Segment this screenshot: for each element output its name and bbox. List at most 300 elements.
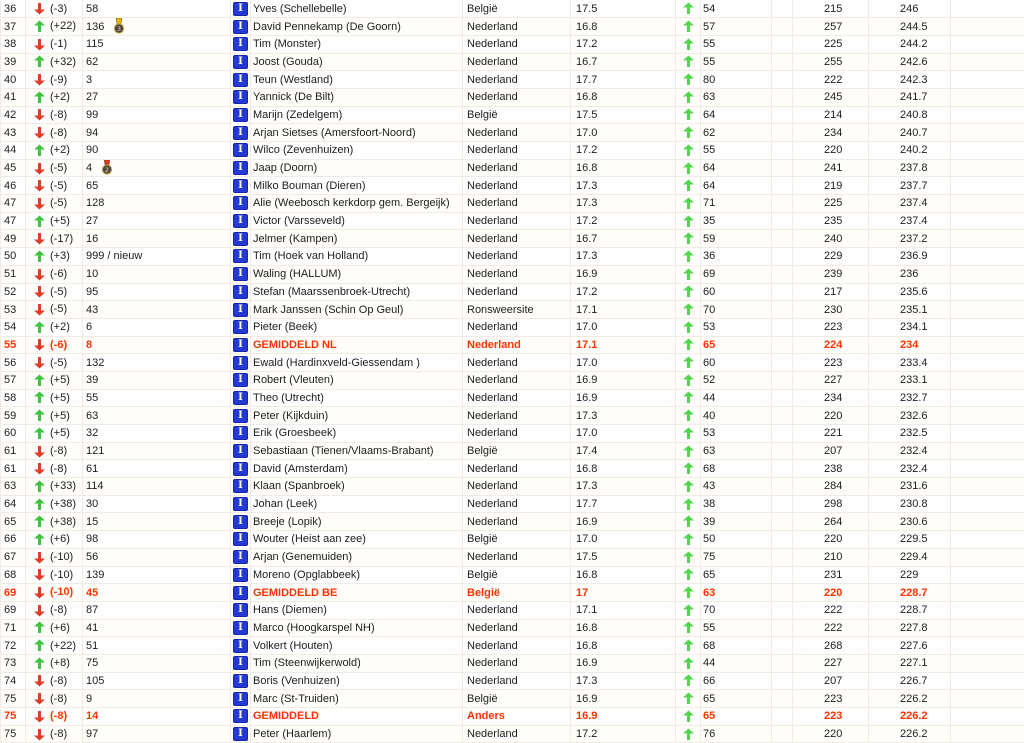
score1-value: 75 (703, 551, 716, 564)
profile-icon[interactable]: I (233, 20, 248, 34)
name-cell (251, 71, 463, 89)
number-value: 75 (86, 657, 99, 670)
gold-medal-icon (113, 18, 125, 34)
rank-cell (1, 195, 26, 213)
trend-cell (676, 478, 701, 496)
profile-icon[interactable]: I (233, 320, 248, 334)
country-cell (463, 18, 571, 36)
gap-cell (772, 35, 793, 53)
number-value: 62 (86, 55, 99, 68)
profile-icon[interactable]: I (233, 126, 248, 140)
profile-icon[interactable]: I (233, 639, 248, 653)
down-arrow-icon (33, 303, 46, 316)
country-cell (463, 159, 571, 177)
gap-cell (772, 601, 793, 619)
profile-icon[interactable]: I (233, 674, 248, 688)
score3-cell (869, 0, 951, 18)
country-cell (463, 548, 571, 566)
rating-value: 16.8 (576, 91, 598, 104)
profile-icon[interactable]: I (233, 179, 248, 193)
rank-value: 75 (4, 728, 17, 741)
trend-up-arrow-icon (682, 568, 695, 581)
profile-icon[interactable]: I (233, 550, 248, 564)
name-cell (251, 690, 463, 708)
trend-cell (676, 88, 701, 106)
number-cell (83, 478, 231, 496)
change-value: (+2) (50, 91, 70, 104)
down-arrow-icon (33, 73, 46, 86)
number-value: 139 (86, 568, 105, 581)
trend-up-arrow-icon (682, 374, 695, 387)
score2-value: 214 (824, 108, 843, 121)
filler-cell (951, 318, 1024, 336)
profile-icon[interactable]: I (233, 586, 248, 600)
up-arrow-icon (33, 657, 46, 670)
profile-icon[interactable]: I (233, 55, 248, 69)
rating-cell (571, 531, 676, 549)
rank-value: 65 (4, 515, 17, 528)
profile-icon[interactable]: I (233, 727, 248, 741)
rank-cell (1, 495, 26, 513)
change-value: (-8) (50, 692, 68, 705)
profile-icon[interactable]: I (233, 338, 248, 352)
change-value: (-3) (50, 2, 68, 15)
profile-icon[interactable]: I (233, 391, 248, 405)
profile-icon[interactable]: I (233, 515, 248, 529)
player-name: Peter (Haarlem) (253, 728, 332, 741)
score2-cell (793, 513, 869, 531)
rank-value: 75 (4, 710, 17, 723)
trend-up-arrow-icon (682, 232, 695, 245)
profile-icon[interactable]: I (233, 426, 248, 440)
score2-value: 225 (824, 197, 843, 210)
trend-up-arrow-icon (682, 285, 695, 298)
change-cell (26, 124, 83, 142)
rating-value: 17.2 (576, 144, 598, 157)
score3-cell (869, 88, 951, 106)
name-cell (251, 318, 463, 336)
score2-value: 222 (824, 73, 843, 86)
name-cell (251, 407, 463, 425)
up-arrow-icon (33, 498, 46, 511)
number-value: 136 (86, 20, 105, 33)
up-arrow-icon (33, 91, 46, 104)
profile-cell (231, 601, 251, 619)
trend-up-arrow-icon (682, 20, 695, 33)
gap-cell (772, 177, 793, 195)
profile-icon[interactable]: I (233, 232, 248, 246)
number-cell (83, 336, 231, 354)
score2-value: 255 (824, 55, 843, 68)
trend-cell (676, 566, 701, 584)
score2-cell (793, 548, 869, 566)
country-value: België (467, 108, 498, 121)
number-cell (83, 195, 231, 213)
score1-cell (701, 460, 772, 478)
player-name: Mark Janssen (Schin Op Geul) (253, 303, 404, 316)
profile-icon[interactable]: I (233, 267, 248, 281)
profile-icon[interactable]: I (233, 196, 248, 210)
down-arrow-icon (33, 462, 46, 475)
rating-cell (571, 619, 676, 637)
player-name: David (Amsterdam) (253, 462, 348, 475)
gap-cell (772, 159, 793, 177)
player-name: Alie (Weebosch kerkdorp gem. Bergeijk) (253, 197, 450, 210)
rank-value: 36 (4, 2, 17, 15)
rating-cell (571, 708, 676, 726)
rank-cell (1, 230, 26, 248)
rank-cell (1, 407, 26, 425)
profile-icon[interactable]: I (233, 356, 248, 370)
score1-cell (701, 230, 772, 248)
profile-icon[interactable]: I (233, 532, 248, 546)
score1-cell (701, 265, 772, 283)
rating-cell (571, 35, 676, 53)
rank-cell (1, 106, 26, 124)
score2-value: 227 (824, 374, 843, 387)
number-cell (83, 142, 231, 160)
number-cell (83, 0, 231, 18)
rank-cell (1, 531, 26, 549)
rating-cell (571, 672, 676, 690)
number-value: 105 (86, 674, 105, 687)
score1-value: 53 (703, 321, 716, 334)
score3-value: 237.8 (900, 162, 928, 175)
profile-icon[interactable]: I (233, 373, 248, 387)
gap-cell (772, 71, 793, 89)
profile-icon[interactable]: I (233, 656, 248, 670)
down-arrow-icon (33, 674, 46, 687)
gap-cell (772, 230, 793, 248)
country-value: Nederland (467, 551, 518, 564)
filler-cell (951, 354, 1024, 372)
profile-icon[interactable]: I (233, 37, 248, 51)
change-cell (26, 654, 83, 672)
profile-icon[interactable]: I (233, 462, 248, 476)
rank-value: 37 (4, 20, 17, 33)
rating-cell (571, 159, 676, 177)
rank-cell (1, 566, 26, 584)
rating-cell (571, 371, 676, 389)
score1-value: 80 (703, 73, 716, 86)
number-cell (83, 654, 231, 672)
rating-value: 17.3 (576, 674, 598, 687)
score2-cell (793, 53, 869, 71)
country-value: Nederland (467, 356, 518, 369)
rank-value: 69 (4, 604, 17, 617)
rank-value: 74 (4, 674, 17, 687)
filler-cell (951, 18, 1024, 36)
score1-cell (701, 584, 772, 602)
rating-cell (571, 212, 676, 230)
profile-icon[interactable]: I (233, 143, 248, 157)
score2-cell (793, 690, 869, 708)
trend-cell (676, 513, 701, 531)
country-cell (463, 248, 571, 266)
profile-icon[interactable]: I (233, 2, 248, 16)
score2-cell (793, 637, 869, 655)
profile-icon[interactable]: I (233, 303, 248, 317)
change-value: (+2) (50, 144, 70, 157)
profile-cell (231, 88, 251, 106)
table-row (1, 248, 1024, 266)
table-row (1, 548, 1024, 566)
rating-value: 17 (576, 586, 589, 599)
rating-cell (571, 71, 676, 89)
score2-cell (793, 725, 869, 743)
name-cell (251, 88, 463, 106)
up-arrow-icon (33, 480, 46, 493)
name-cell (251, 124, 463, 142)
country-cell (463, 106, 571, 124)
gap-cell (772, 672, 793, 690)
rank-cell (1, 425, 26, 443)
rating-cell (571, 566, 676, 584)
country-value: Ronsweersite (467, 303, 534, 316)
change-cell (26, 230, 83, 248)
profile-icon[interactable]: I (233, 709, 248, 723)
profile-icon[interactable]: I (233, 568, 248, 582)
score2-value: 220 (824, 144, 843, 157)
score2-value: 231 (824, 568, 843, 581)
rank-cell (1, 371, 26, 389)
number-cell (83, 690, 231, 708)
change-cell (26, 53, 83, 71)
country-cell (463, 637, 571, 655)
number-value: 27 (86, 91, 99, 104)
profile-icon[interactable]: I (233, 603, 248, 617)
profile-icon[interactable]: I (233, 108, 248, 122)
score2-cell (793, 460, 869, 478)
trend-up-arrow-icon (682, 639, 695, 652)
trend-cell (676, 53, 701, 71)
rank-value: 71 (4, 621, 17, 634)
score2-cell (793, 301, 869, 319)
number-value: 132 (86, 356, 105, 369)
profile-icon[interactable]: I (233, 621, 248, 635)
score3-value: 226.7 (900, 674, 928, 687)
filler-cell (951, 725, 1024, 743)
score1-value: 71 (703, 197, 716, 210)
filler-cell (951, 478, 1024, 496)
rating-cell (571, 407, 676, 425)
country-cell (463, 513, 571, 531)
score3-cell (869, 212, 951, 230)
rating-value: 17.7 (576, 73, 598, 86)
score1-value: 35 (703, 215, 716, 228)
up-arrow-icon (33, 427, 46, 440)
change-cell (26, 371, 83, 389)
gap-cell (772, 301, 793, 319)
score1-cell (701, 531, 772, 549)
country-value: Nederland (467, 515, 518, 528)
score2-cell (793, 265, 869, 283)
player-name: Marco (Hoogkarspel NH) (253, 621, 375, 634)
gap-cell (772, 637, 793, 655)
name-cell (251, 442, 463, 460)
rating-cell (571, 690, 676, 708)
trend-cell (676, 637, 701, 655)
filler-cell (951, 601, 1024, 619)
profile-icon[interactable]: I (233, 479, 248, 493)
score1-cell (701, 318, 772, 336)
change-value: (+8) (50, 657, 70, 670)
score3-cell (869, 584, 951, 602)
rank-cell (1, 18, 26, 36)
profile-cell (231, 106, 251, 124)
filler-cell (951, 336, 1024, 354)
country-value: Nederland (467, 621, 518, 634)
rating-value: 17.5 (576, 108, 598, 121)
number-value: 61 (86, 462, 99, 475)
down-arrow-icon (33, 568, 46, 581)
name-cell (251, 248, 463, 266)
trend-up-arrow-icon (682, 356, 695, 369)
number-value: 90 (86, 144, 99, 157)
trend-up-arrow-icon (682, 268, 695, 281)
down-arrow-icon (33, 285, 46, 298)
score3-cell (869, 371, 951, 389)
trend-up-arrow-icon (682, 126, 695, 139)
score3-value: 228.7 (900, 604, 928, 617)
profile-icon[interactable]: I (233, 90, 248, 104)
rank-cell (1, 442, 26, 460)
score2-value: 239 (824, 268, 843, 281)
rank-value: 69 (4, 586, 17, 599)
player-name: Tim (Hoek van Holland) (253, 250, 369, 263)
rating-cell (571, 18, 676, 36)
profile-cell (231, 566, 251, 584)
country-value: Nederland (467, 232, 518, 245)
score2-cell (793, 230, 869, 248)
score2-value: 240 (824, 232, 843, 245)
country-cell (463, 478, 571, 496)
score1-value: 62 (703, 126, 716, 139)
change-value: (+5) (50, 409, 70, 422)
score3-cell (869, 230, 951, 248)
gap-cell (772, 442, 793, 460)
profile-icon[interactable]: I (233, 249, 248, 263)
gap-cell (772, 389, 793, 407)
rating-cell (571, 301, 676, 319)
score3-cell (869, 495, 951, 513)
country-cell (463, 0, 571, 18)
player-name: Victor (Varsseveld) (253, 215, 345, 228)
rating-value: 16.9 (576, 268, 598, 281)
name-cell (251, 708, 463, 726)
profile-cell (231, 18, 251, 36)
change-value: (+3) (50, 250, 70, 263)
change-value: (-8) (50, 444, 68, 457)
score3-value: 232.7 (900, 391, 928, 404)
profile-cell (231, 654, 251, 672)
profile-icon[interactable]: I (233, 214, 248, 228)
rank-cell (1, 88, 26, 106)
player-name: Johan (Leek) (253, 498, 318, 511)
number-cell (83, 354, 231, 372)
name-cell (251, 425, 463, 443)
profile-icon[interactable]: I (233, 692, 248, 706)
profile-cell (231, 124, 251, 142)
gap-cell (772, 407, 793, 425)
score2-cell (793, 18, 869, 36)
trend-up-arrow-icon (682, 533, 695, 546)
ranking-table-body (1, 0, 1024, 743)
score1-value: 76 (703, 728, 716, 741)
score2-value: 229 (824, 250, 843, 263)
score3-cell (869, 248, 951, 266)
change-value: (+33) (50, 480, 76, 493)
trend-up-arrow-icon (682, 692, 695, 705)
profile-icon[interactable]: I (233, 73, 248, 87)
trend-cell (676, 708, 701, 726)
profile-cell (231, 478, 251, 496)
rating-cell (571, 248, 676, 266)
rating-cell (571, 265, 676, 283)
down-arrow-icon (33, 356, 46, 369)
profile-icon[interactable]: I (233, 497, 248, 511)
trend-up-arrow-icon (682, 303, 695, 316)
score1-cell (701, 654, 772, 672)
score3-value: 226.2 (900, 710, 928, 723)
rating-value: 16.8 (576, 20, 598, 33)
profile-icon[interactable]: I (233, 161, 248, 175)
score3-value: 240.8 (900, 108, 928, 121)
name-cell (251, 672, 463, 690)
profile-cell (231, 495, 251, 513)
country-value: Nederland (467, 20, 518, 33)
score3-value: 237.4 (900, 197, 928, 210)
trend-up-arrow-icon (682, 2, 695, 15)
filler-cell (951, 35, 1024, 53)
number-cell (83, 71, 231, 89)
name-cell (251, 106, 463, 124)
rank-value: 54 (4, 321, 17, 334)
score3-value: 227.6 (900, 639, 928, 652)
gap-cell (772, 690, 793, 708)
profile-icon[interactable]: I (233, 444, 248, 458)
number-value: 99 (86, 108, 99, 121)
country-cell (463, 283, 571, 301)
country-cell (463, 318, 571, 336)
country-value: België (467, 533, 498, 546)
country-cell (463, 690, 571, 708)
gap-cell (772, 265, 793, 283)
table-row (1, 159, 1024, 177)
number-cell (83, 159, 231, 177)
score1-value: 44 (703, 657, 716, 670)
table-row (1, 53, 1024, 71)
change-value: (-5) (50, 161, 68, 174)
rank-value: 73 (4, 657, 17, 670)
profile-icon[interactable]: I (233, 285, 248, 299)
change-value: (-5) (50, 179, 68, 192)
trend-up-arrow-icon (682, 551, 695, 564)
trend-up-arrow-icon (682, 250, 695, 263)
table-row (1, 690, 1024, 708)
profile-icon[interactable]: I (233, 409, 248, 423)
number-cell (83, 548, 231, 566)
score1-cell (701, 177, 772, 195)
trend-cell (676, 106, 701, 124)
table-row (1, 212, 1024, 230)
score2-cell (793, 88, 869, 106)
score3-cell (869, 159, 951, 177)
table-row (1, 371, 1024, 389)
trend-cell (676, 672, 701, 690)
number-cell (83, 389, 231, 407)
name-cell (251, 601, 463, 619)
